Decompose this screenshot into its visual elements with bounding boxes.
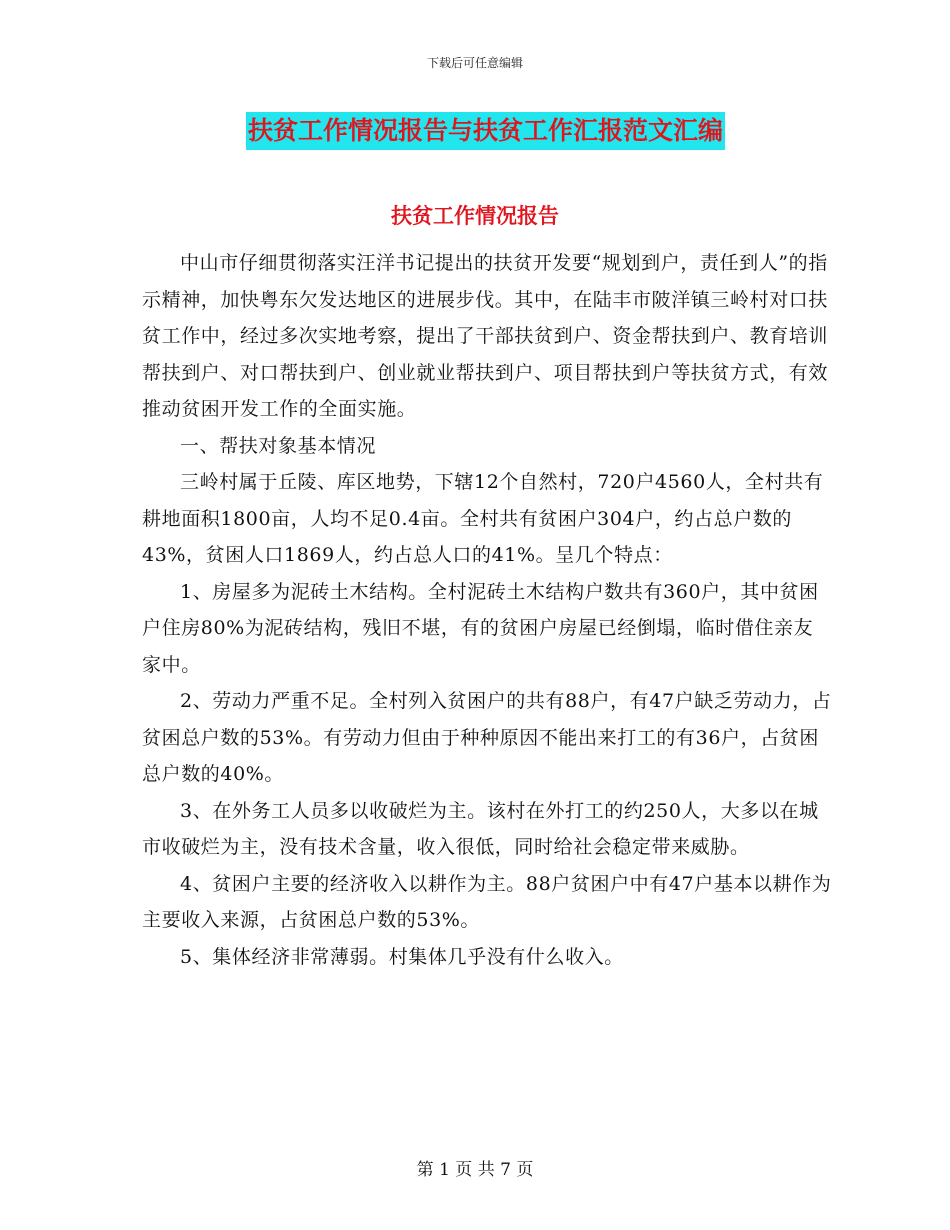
paragraph: 3、在外务工人员多以收破烂为主。该村在外打工的约250人，大多以在城市收破烂为主，没有技术含量，收入很低，同时给社会稳定带来威胁。 [142,799,819,858]
paragraph: 4、贫困户主要的经济收入以耕作为主。88户贫困户中有47户基本以耕作为主要收入来源，占贫困总户数的53%。 [142,872,832,931]
page-number: 第 1 页 共 7 页 [416,1160,534,1180]
paragraph: 中山市仔细贯彻落实汪洋书记提出的扶贫开发要“规划到户，责任到人”的指示精神，加快粤东欠发达地区的进展步伐。其中，在陆丰市陂洋镇三岭村对口扶贫工作中，经过多次实地考察，提出了干部扶贫到户、资金帮扶到户、教育培训帮扶到户、对口帮扶到户、创业就业帮扶到户、项目帮扶到户等扶贫方式，有效推动贫困开发工作的全面实施。 [142,252,829,420]
document-title: 扶贫工作情况报告与扶贫工作汇报范文汇编 [246,112,725,150]
section-title: 扶贫工作情况报告 [391,203,559,228]
paragraph: 三岭村属于丘陵、库区地势，下辖12个自然村，720户4560人，全村共有耕地面积1800亩，人均不足0.4亩。全村共有贫困户304户，约占总户数的43%，贫困人口1869人，约占总人口的41%。呈几个特点： [142,471,824,566]
section-heading: 一、帮扶对象基本情况 [180,434,377,457]
paragraph: 5、集体经济非常薄弱。村集体几乎没有什么收入。 [180,945,624,968]
header-note: 下载后可任意编辑 [426,56,523,70]
paragraph: 1、房屋多为泥砖土木结构。全村泥砖土木结构户数共有360户，其中贫困户住房80%为泥砖结构，残旧不堪，有的贫困户房屋已经倒塌，临时借住亲友家中。 [142,580,819,676]
paragraph: 2、劳动力严重不足。全村列入贫困户的共有88户，有47户缺乏劳动力，占贫困总户数的53%。有劳动力但由于种种原因不能出来打工的有36户，占贫困总户数的40%。 [142,690,832,785]
document-body [142,245,832,975]
